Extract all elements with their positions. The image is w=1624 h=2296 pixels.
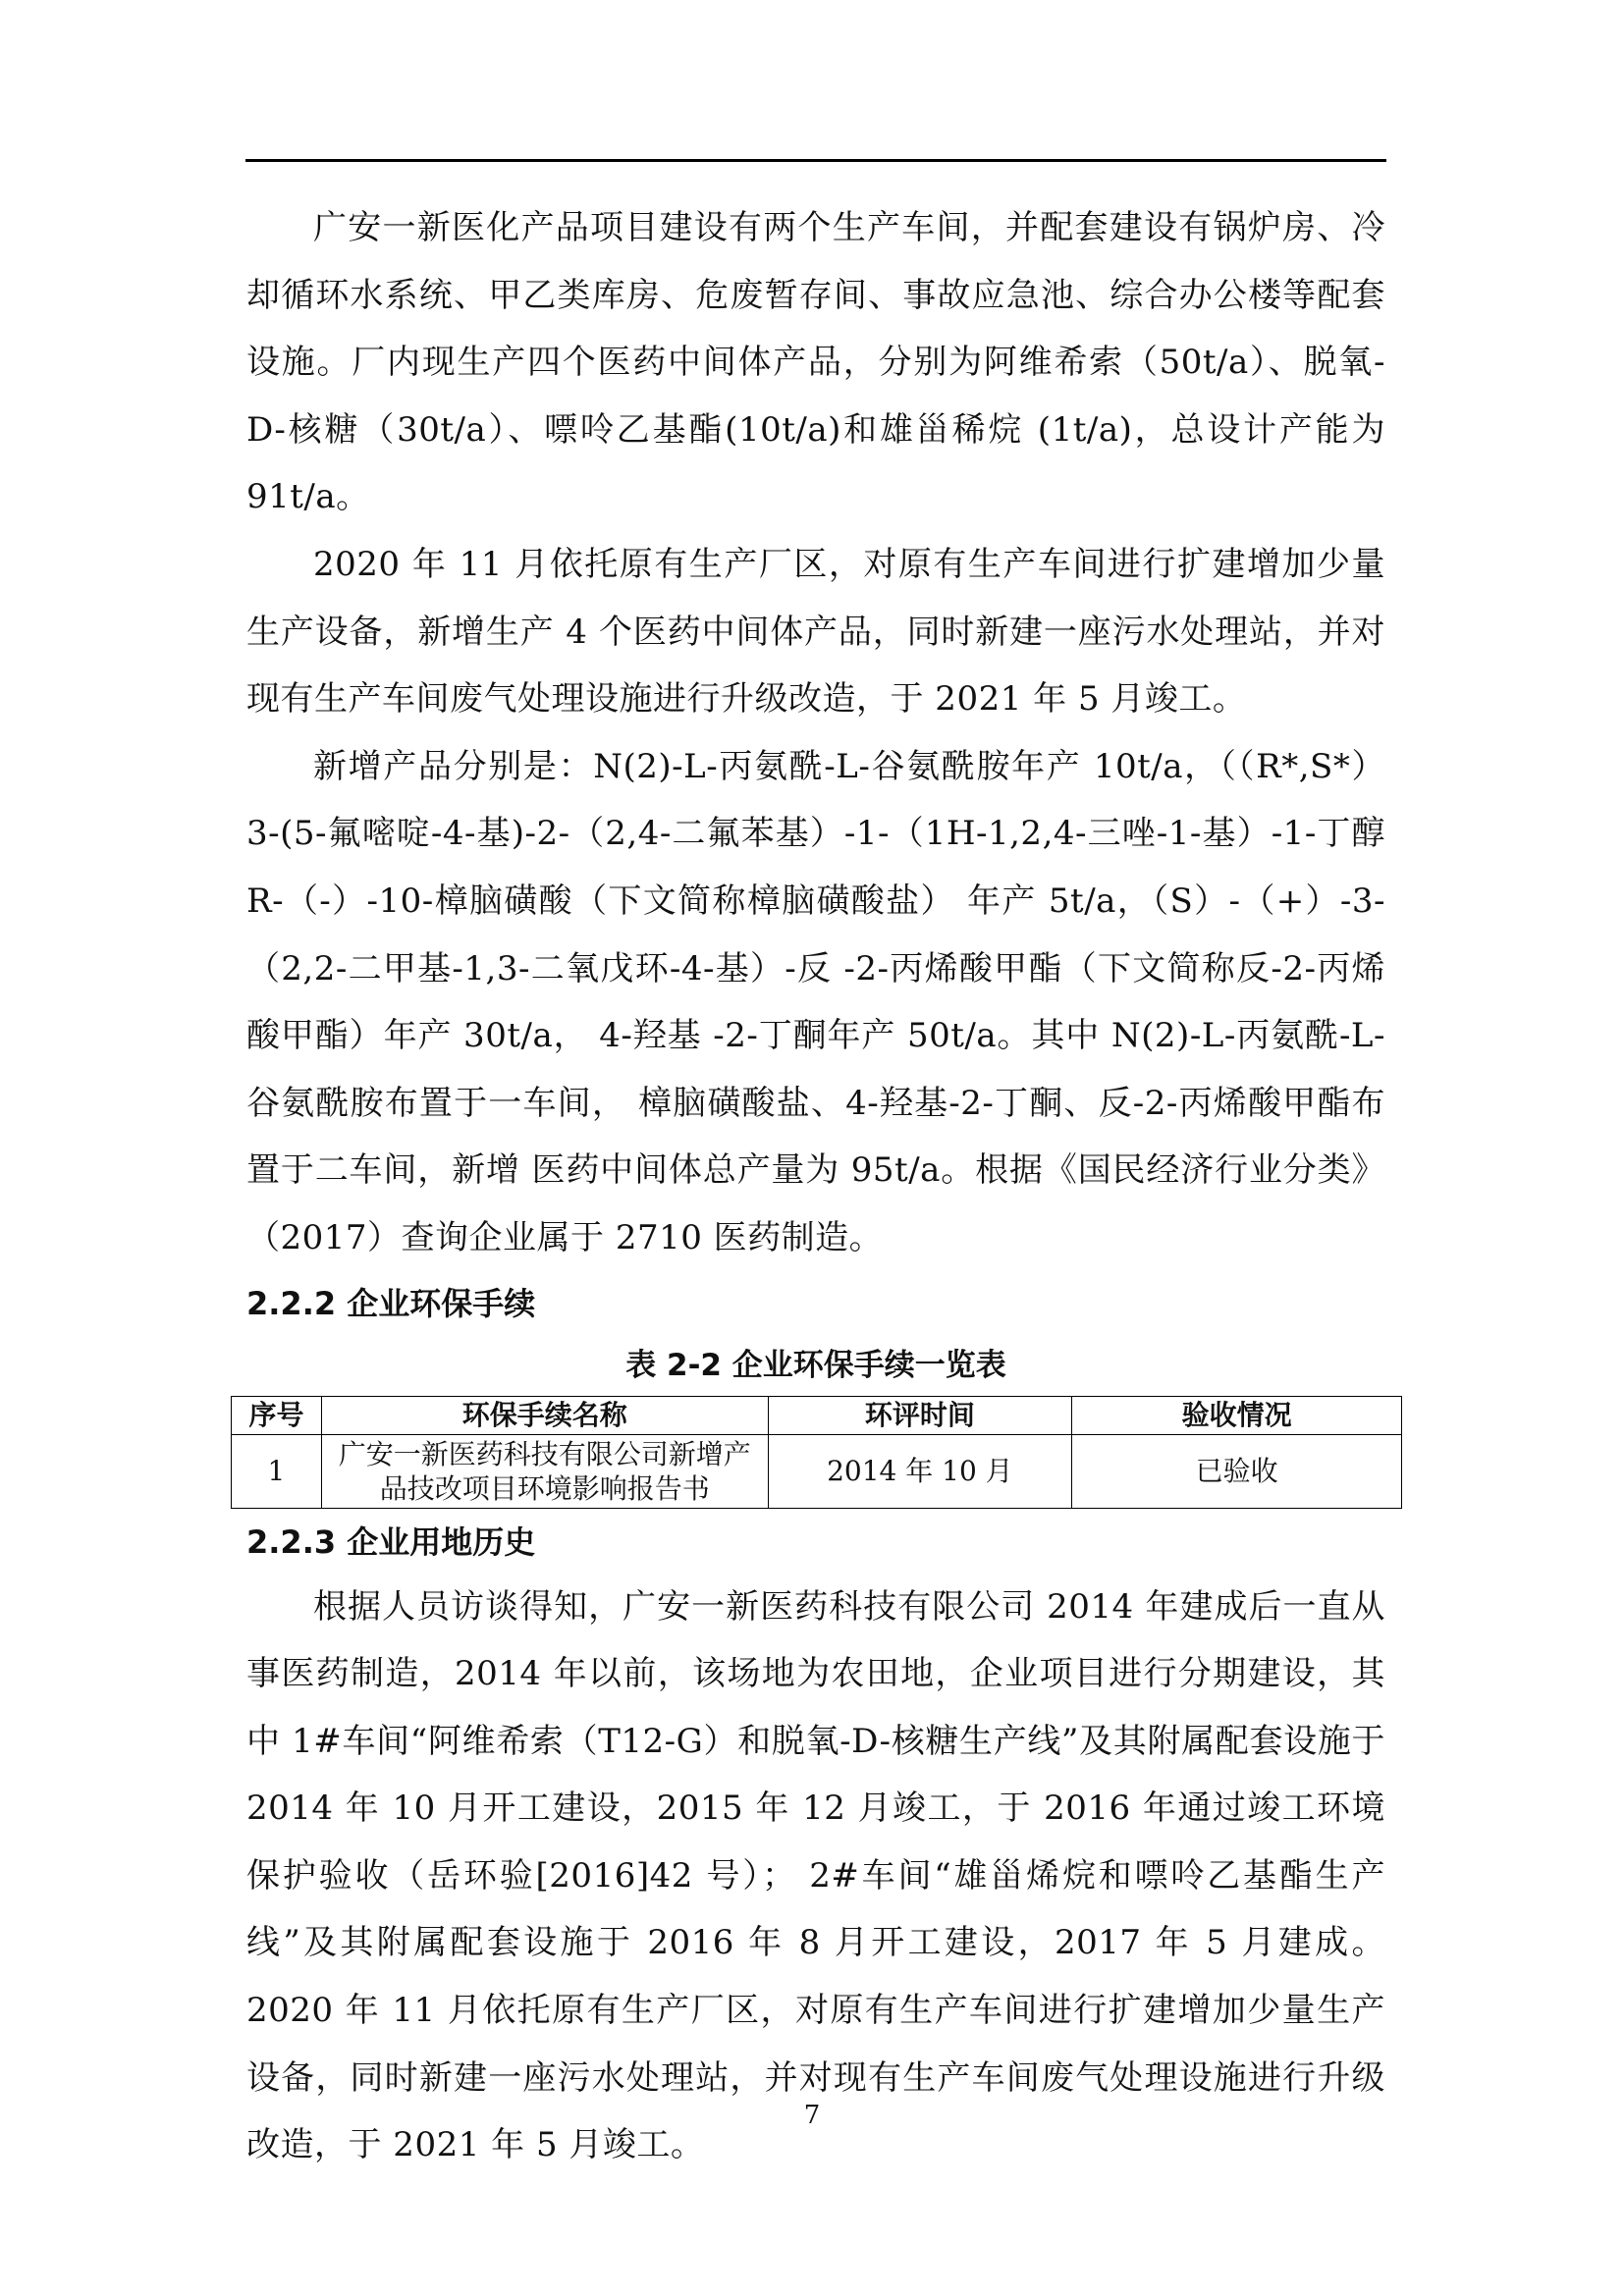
table-row xyxy=(232,1434,1402,1508)
environmental-procedures-table xyxy=(231,1396,1402,1509)
paragraph-new-products: 新增产品分别是：N(2)-L-丙氨酰-L-谷氨酰胺年产 10t/a，（（R*,S*）3-(5-氟嘧啶-4-基)-2-（2,4-二氟苯基）-1-（1H-1,2,4-三唑-1-基）-1-丁醇 R-（-）-10-樟脑磺酸（下文简称樟脑磺酸盐） 年产 5t/a，（S）-（+）-3-（2,2-二甲基-1,3-二氧戊环-4-基）-反 -2-丙烯酸甲酯（下文简称反-2-丙烯酸甲酯）年产 30t/a， 4-羟基 -2-丁酮年产 50t/a。其中 N(2)-L-丙氨酰-L-谷氨酰胺布置于一车间， 樟脑磺酸盐、4-羟基-2-丁酮、反-2-丙烯酸甲酯布置于二车间，新增 医药中间体总产量为 95t/a。根据《国民经济行业分类》（2017）查询企业属于 2710 医药制造。 xyxy=(246,746,1385,1257)
cell-eia-date: 2014 年 10 月 xyxy=(768,1434,1072,1508)
column-header-eia-date: 环评时间 xyxy=(768,1396,1072,1434)
section-heading-2-2-3: 2.2.3 企业用地历史 xyxy=(246,1522,536,1561)
cell-number: 1 xyxy=(232,1434,322,1508)
column-header-procedure-name: 环保手续名称 xyxy=(321,1396,768,1434)
cell-acceptance-status: 已验收 xyxy=(1072,1434,1402,1508)
column-header-acceptance-status: 验收情况 xyxy=(1072,1396,1402,1434)
paragraph-project-overview: 广安一新医化产品项目建设有两个生产车间，并配套建设有锅炉房、冷却循环水系统、甲乙类库房、危废暂存间、事故应急池、综合办公楼等配套设施。厂内现生产四个医药中间体产品，分别为阿维希索（50t/a）、脱氧-D-核糖（30t/a）、嘌呤乙基酯(10t/a)和雄甾稀烷 (1t/a)，总设计产能为 91t/a。 xyxy=(246,208,1385,517)
header-rule xyxy=(245,159,1386,162)
page-body xyxy=(246,194,1385,2179)
column-header-number: 序号 xyxy=(232,1396,322,1434)
section-heading-2-2-2: 2.2.2 企业环保手续 xyxy=(246,1284,536,1322)
page-number: 7 xyxy=(803,2101,821,2130)
cell-procedure-name: 广安一新医药科技有限公司新增产品技改项目环境影响报告书 xyxy=(321,1434,768,1508)
paragraph-land-use-history: 根据人员访谈得知，广安一新医药科技有限公司 2014 年建成后一直从事医药制造，2014 年以前，该场地为农田地，企业项目进行分期建设，其中 1#车间“阿维希索（T12-G）和脱氧-D-核糖生产线”及其附属配套设施于 2014 年 10 月开工建设，2015 年 12 月竣工，于 2016 年通过竣工环境保护验收（岳环验[2016]42 号）； 2#车间“雄甾烯烷和嘌呤乙基酯生产线”及其附属配套设施于 2016 年 8 月开工建设，2017 年 5 月建成。2020 年 11 月依托原有生产厂区，对原有生产车间进行扩建增加少量生产设备，同时新建一座污水处理站，并对现有生产车间废气处理设施进行升级改造，于 2021 年 5 月竣工。 xyxy=(246,1586,1385,2165)
table-caption: 表 2-2 企业环保手续一览表 xyxy=(625,1347,1006,1383)
table-header-row xyxy=(232,1396,1402,1434)
paragraph-2020-expansion: 2020 年 11 月依托原有生产厂区，对原有生产车间进行扩建增加少量生产设备，新增生产 4 个医药中间体产品，同时新建一座污水处理站，并对现有生产车间废气处理设施进行升级改造，于 2021 年 5 月竣工。 xyxy=(246,544,1385,720)
